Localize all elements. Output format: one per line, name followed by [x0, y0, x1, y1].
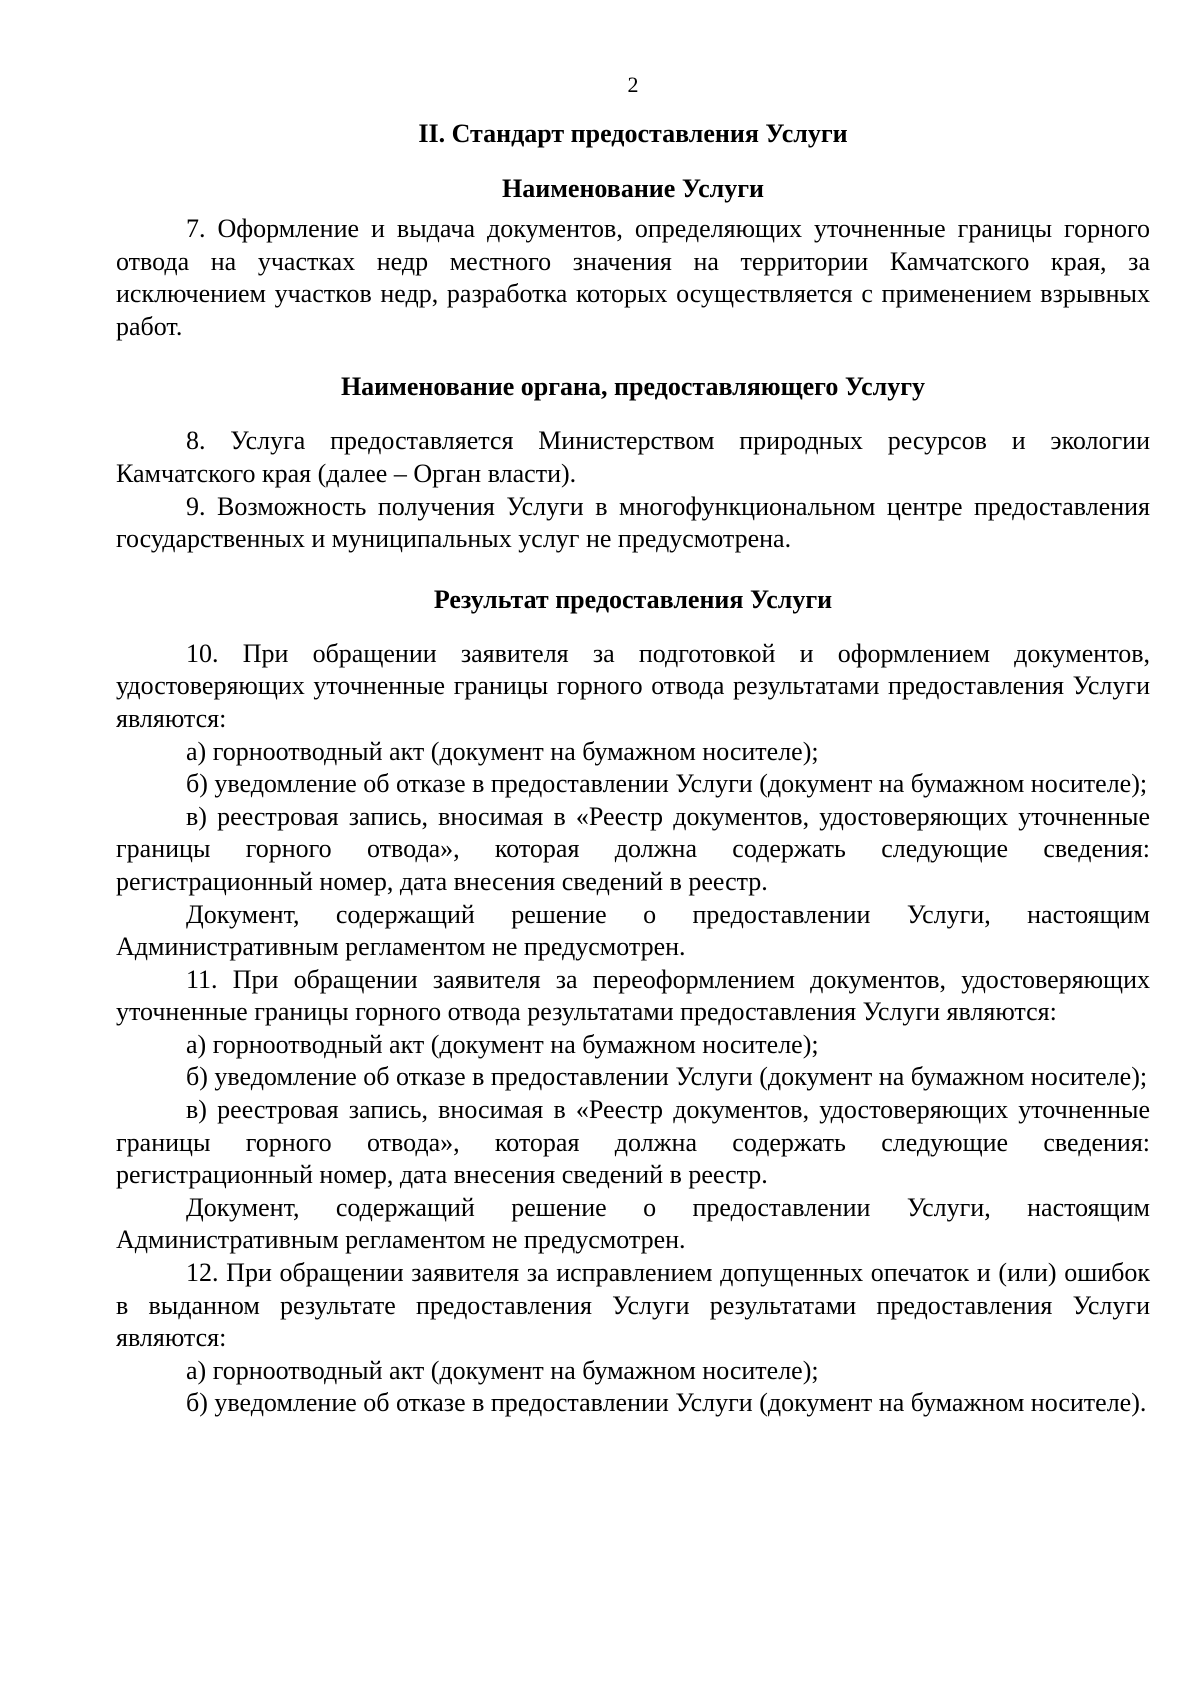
paragraph-11-item-b: б) уведомление об отказе в предоставлении Услуги (документ на бумажном носителе); — [186, 1062, 1148, 1092]
paragraph-10-item-c: в) реестровая запись, вносимая в «Реестр документов, удостоверяющих уточненные границы горного отвода», которая должна содержать следующие сведения: регистрационный номер, дата внесения сведений в реестр. — [116, 801, 1150, 896]
paragraph-12-item-b: б) уведомление об отказе в предоставлении Услуги (документ на бумажном носителе). — [186, 1388, 1147, 1418]
document-body — [116, 118, 1150, 1420]
paragraph-12: 12. При обращении заявителя за исправлением допущенных опечаток и (или) ошибок в выданном результате предоставления Услуги результатами предоставления Услуги являются: — [116, 1258, 1150, 1353]
paragraph-10-note: Документ, содержащий решение о предоставлении Услуги, настоящим Административным регламентом не предусмотрен. — [116, 899, 1150, 962]
paragraph-11: 11. При обращении заявителя за переоформлением документов, удостоверяющих уточненные границы горного отвода результатами предоставления Услуги являются: — [116, 964, 1150, 1027]
subheading-service-name: Наименование Услуги — [501, 174, 765, 203]
paragraph-11-item-a: а) горноотводный акт (документ на бумажном носителе); — [186, 1029, 819, 1059]
paragraph-12-item-a: а) горноотводный акт (документ на бумажном носителе); — [186, 1355, 819, 1385]
paragraph-9: 9. Возможность получения Услуги в многофункциональном центре предоставления государственных и муниципальных услуг не предусмотрена. — [116, 491, 1150, 554]
paragraph-10-item-b: б) уведомление об отказе в предоставлении Услуги (документ на бумажном носителе); — [186, 769, 1148, 799]
paragraph-10-item-a: а) горноотводный акт (документ на бумажном носителе); — [186, 736, 819, 766]
page-number: 2 — [627, 72, 639, 97]
paragraph-11-item-c: в) реестровая запись, вносимая в «Реестр документов, удостоверяющих уточненные границы горного отвода», которая должна содержать следующие сведения: регистрационный номер, дата внесения сведений в реестр. — [116, 1095, 1150, 1190]
paragraph-7: 7. Оформление и выдача документов, определяющих уточненные границы горного отвода на участках недр местного значения на территории Камчатского края, за исключением участков недр, разработка которых осуществляется с применением взрывных работ. — [116, 214, 1150, 341]
paragraph-8: 8. Услуга предоставляется Министерством природных ресурсов и экологии Камчатского края (далее – Орган власти). — [116, 426, 1150, 488]
paragraph-10: 10. При обращении заявителя за подготовкой и оформлением документов, удостоверяющих уточненные границы горного отвода результатами предоставления Услуги являются: — [116, 638, 1150, 733]
subheading-service-result: Результат предоставления Услуги — [433, 584, 833, 614]
document-page — [116, 0, 1150, 1697]
paragraph-11-note: Документ, содержащий решение о предоставлении Услуги, настоящим Административным регламентом не предусмотрен. — [116, 1192, 1150, 1255]
section-title: II. Стандарт предоставления Услуги — [418, 119, 848, 148]
subheading-providing-authority: Наименование органа, предоставляющего Услугу — [340, 372, 926, 402]
